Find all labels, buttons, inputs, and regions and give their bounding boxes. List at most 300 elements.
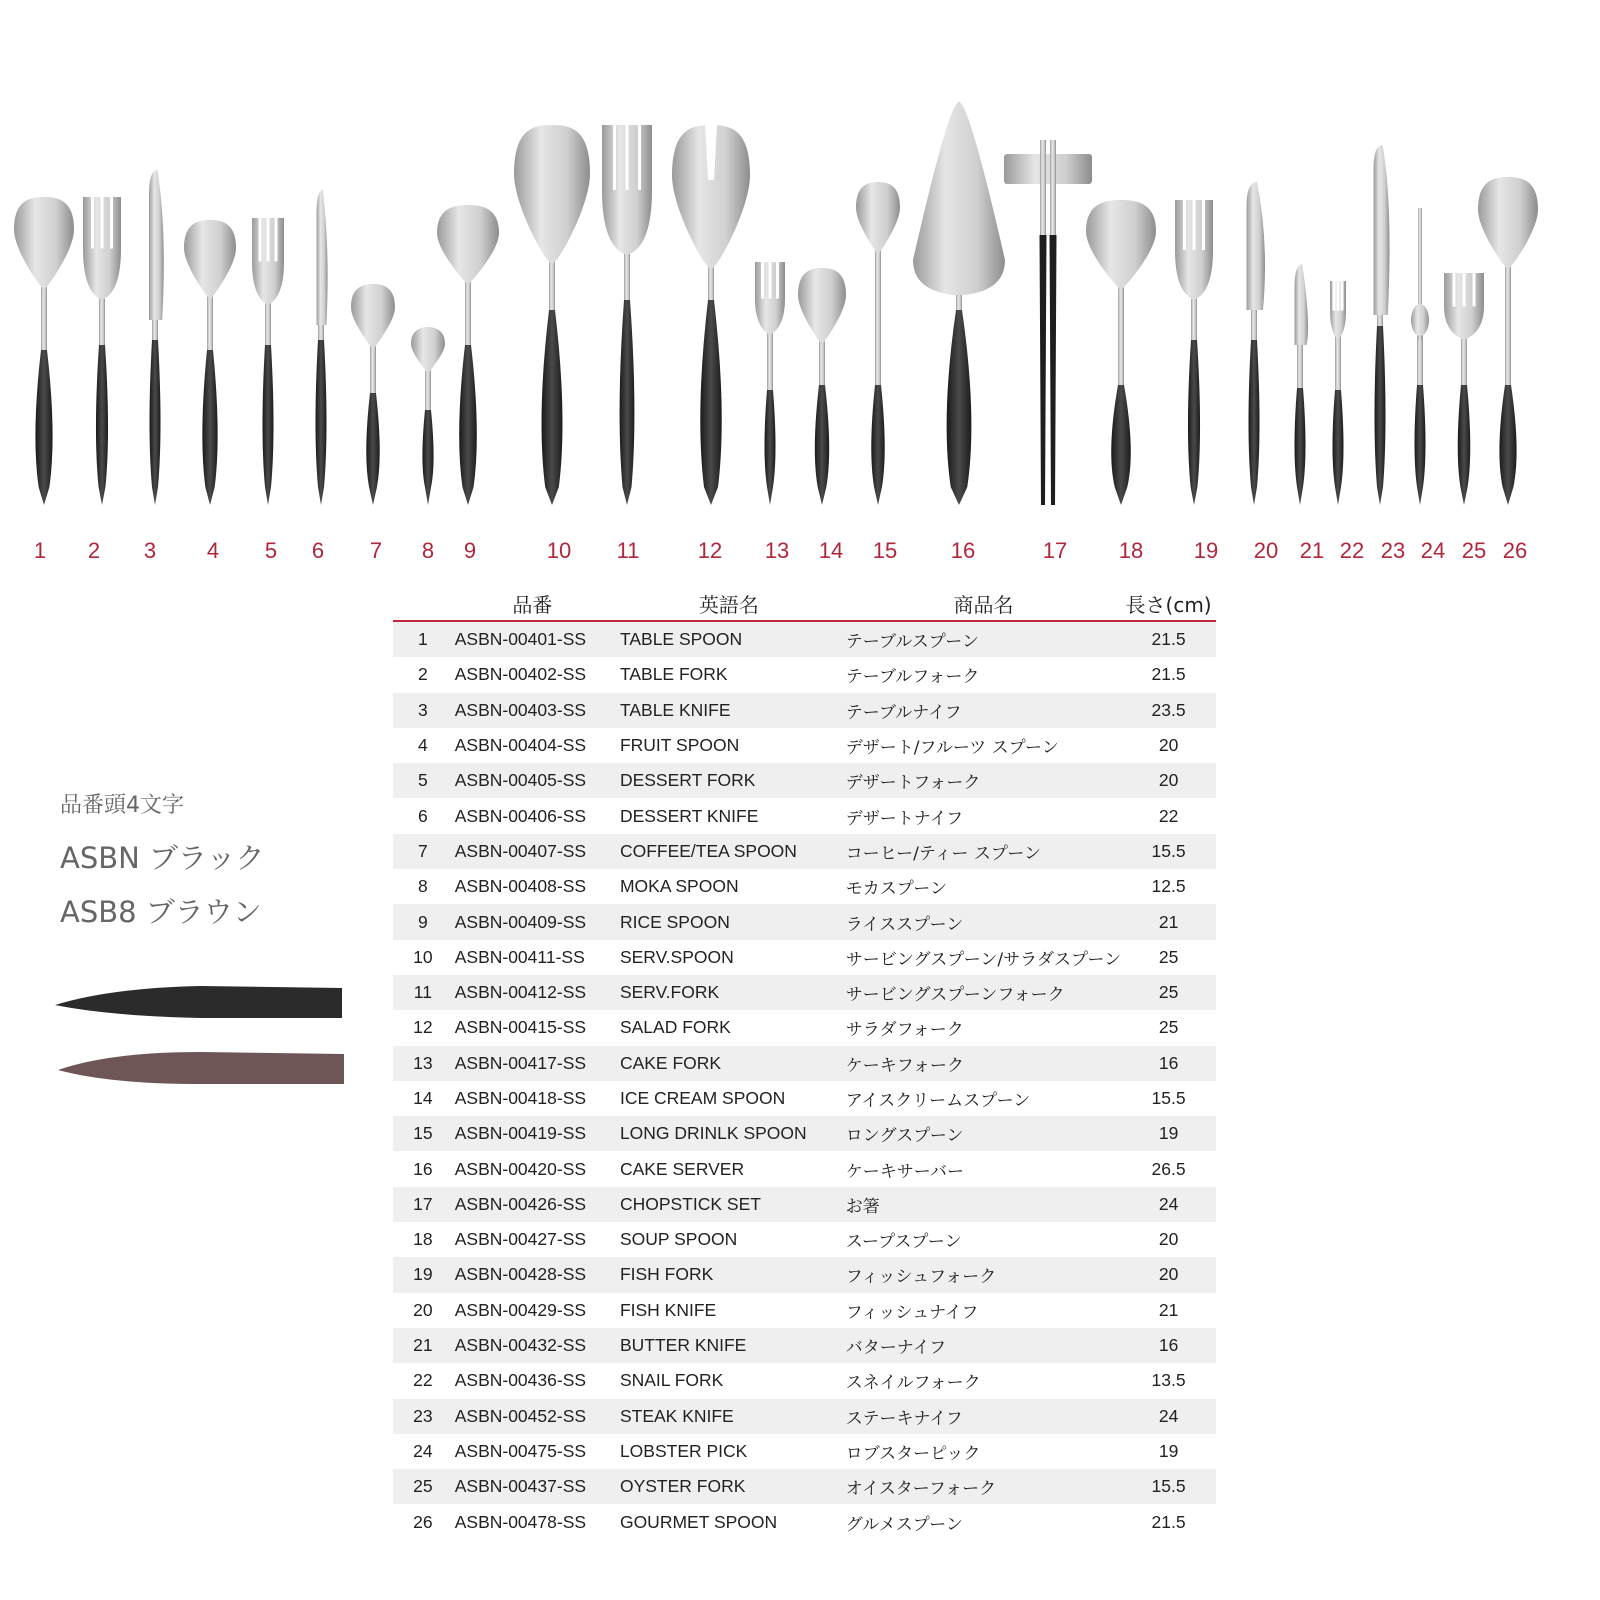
english-name: CAKE FORK [612, 1046, 846, 1081]
neck [207, 295, 213, 350]
handle [620, 300, 635, 505]
handle [947, 310, 972, 505]
product-name: ライススプーン [846, 904, 1121, 939]
product-code: ASBN-00420-SS [454, 1158, 587, 1179]
english-name: LONG DRINLK SPOON [612, 1116, 846, 1151]
handle [1458, 385, 1471, 505]
product-name: デザート/フルーツ スプーン [845, 738, 1059, 759]
english-name: TABLE KNIFE [612, 693, 846, 728]
product-code: ASBN-00406-SS [454, 805, 587, 826]
row-number: 7 [393, 834, 453, 869]
table-row [393, 1257, 1216, 1292]
product-code: ASBN-00417-SS [453, 1046, 612, 1081]
knife-blade [1247, 182, 1266, 310]
fork-tine-gap [267, 218, 270, 262]
item-number-row [0, 538, 1600, 578]
neck [1417, 335, 1423, 385]
english-name: FISH FORK [612, 1257, 846, 1292]
product-name: サラダフォーク [845, 1020, 964, 1041]
item-number-label: 15 [872, 538, 898, 563]
product-code: ASBN-00412-SS [453, 975, 612, 1010]
handle [202, 350, 217, 505]
neck [624, 250, 630, 300]
cutlery-item-21 [1295, 264, 1309, 505]
product-table [393, 586, 1216, 1540]
fork-tine-gap [626, 125, 629, 190]
neck [1335, 335, 1341, 390]
length-cm: 21.5 [1121, 621, 1216, 657]
product-name: アイスクリームスプーン [845, 1091, 1031, 1111]
cutlery-item-13 [755, 262, 785, 505]
table-row [393, 869, 1216, 904]
english-name: GOURMET SPOON [619, 1511, 778, 1532]
cutlery-item-20 [1247, 182, 1266, 505]
row-number: 19 [393, 1257, 453, 1292]
handle [316, 340, 327, 505]
item-number-label: 4 [206, 538, 220, 563]
row-number: 10 [413, 946, 433, 967]
product-name: ステーキナイフ [846, 1399, 1121, 1434]
product-name: テーブルスプーン [846, 621, 1121, 657]
neck [549, 260, 555, 310]
fork-tine-gap [259, 218, 262, 262]
cutlery-item-18 [1086, 200, 1156, 505]
product-code: ASBN-00475-SS [454, 1440, 587, 1461]
length-cm: 12.5 [1151, 876, 1186, 897]
product-name: コーヒー/ティー スプーン [846, 834, 1121, 869]
spoon-bowl [856, 182, 900, 255]
product-code: ASBN-00411-SS [454, 946, 585, 967]
item-number-label: 17 [1042, 538, 1068, 563]
product-code: ASBN-00427-SS [454, 1229, 587, 1250]
product-code: ASBN-00415-SS [454, 1017, 587, 1038]
neck [767, 330, 773, 390]
english-name: SOUP SPOON [619, 1229, 738, 1250]
fork-tine-gap [638, 125, 641, 190]
item-number-label: 13 [764, 538, 790, 563]
product-code: ASBN-00401-SS [453, 621, 612, 657]
item-number-label: 7 [369, 538, 383, 563]
handle [35, 350, 52, 505]
table-row [393, 657, 1216, 692]
fork-tine-gap [1453, 273, 1456, 307]
row-number: 24 [413, 1440, 433, 1461]
neck [1118, 285, 1124, 385]
fork-tine-gap [1473, 273, 1476, 307]
length-cm: 15.5 [1121, 1469, 1216, 1504]
item-number-label: 5 [264, 538, 278, 563]
item-number-label: 25 [1461, 538, 1487, 563]
english-name: DESSERT KNIFE [619, 805, 759, 826]
length-cm: 16 [1121, 1328, 1216, 1363]
product-code: ASBN-00404-SS [454, 735, 587, 756]
table-row [393, 1328, 1216, 1363]
header-code: 品番 [453, 586, 612, 621]
row-number: 22 [413, 1370, 433, 1391]
fork-tine-gap [91, 197, 94, 249]
handle [96, 345, 108, 505]
neck [875, 250, 881, 385]
length-cm: 20 [1121, 763, 1216, 798]
header-no [393, 586, 453, 621]
item-number-label: 10 [546, 538, 572, 563]
product-code: ASBN-00408-SS [454, 876, 587, 897]
knife-blade [317, 190, 328, 325]
handle [765, 390, 776, 505]
chopstick-tip [1040, 140, 1046, 235]
table-row [393, 904, 1216, 939]
english-name: CAKE SERVER [619, 1158, 745, 1179]
handle [542, 310, 563, 505]
cutlery-item-6 [316, 190, 328, 505]
item-number-label: 22 [1339, 538, 1365, 563]
cake-server-blade [913, 102, 1005, 295]
cutlery-item-23 [1374, 145, 1390, 505]
row-number: 5 [393, 763, 453, 798]
product-name: スネイルフォーク [845, 1373, 981, 1394]
length-cm: 21 [1158, 1299, 1179, 1320]
item-number-label: 21 [1299, 538, 1325, 563]
length-cm: 13.5 [1151, 1370, 1186, 1391]
knife-blade [1295, 264, 1309, 345]
fork-tine-gap [1193, 200, 1196, 250]
length-cm: 25 [1158, 946, 1179, 967]
length-cm: 24 [1121, 1399, 1216, 1434]
english-name: CHOPSTICK SET [612, 1187, 846, 1222]
handle-color-swatches [50, 980, 360, 1110]
variant-black-label: ASBN ブラック [60, 841, 265, 875]
product-code: ASBN-00407-SS [453, 834, 612, 869]
handle [366, 393, 379, 505]
fork-tine-gap [761, 262, 764, 299]
table-row [393, 621, 1216, 657]
length-cm: 25 [1121, 975, 1216, 1010]
handle [1249, 340, 1260, 505]
english-name: RICE SPOON [612, 904, 846, 939]
length-cm: 24 [1121, 1187, 1216, 1222]
product-code: ASBN-00405-SS [453, 763, 612, 798]
table-row [393, 975, 1216, 1010]
english-name: DESSERT FORK [612, 763, 846, 798]
table-row [393, 1469, 1216, 1504]
row-number: 9 [393, 904, 453, 939]
product-code: ASBN-00426-SS [453, 1187, 612, 1222]
product-code: ASBN-00419-SS [453, 1116, 612, 1151]
item-number-label: 16 [950, 538, 976, 563]
item-number-label: 20 [1253, 538, 1279, 563]
fork-tine-gap [1341, 281, 1344, 311]
handle [150, 340, 161, 505]
table-row [393, 1504, 1216, 1539]
table-row [393, 1010, 1216, 1045]
english-name: TABLE FORK [619, 664, 728, 685]
item-number-label: 12 [697, 538, 723, 563]
fork-tine-gap [110, 197, 113, 249]
product-name: テーブルフォーク [845, 667, 980, 688]
table-row [393, 1363, 1216, 1398]
cutlery-item-16 [913, 102, 1005, 505]
model-prefix-info [60, 788, 380, 929]
product-name: ケーキフォーク [846, 1046, 1121, 1081]
handle [700, 300, 721, 505]
product-name: デザートフォーク [846, 763, 1121, 798]
cutlery-item-17 [1004, 140, 1092, 505]
product-name: スープスプーン [845, 1232, 962, 1253]
cutlery-item-12 [672, 125, 750, 505]
product-name: ケーキサーバー [845, 1161, 964, 1182]
variant-brown-label: ASB8 ブラウン [60, 895, 262, 929]
english-name: OYSTER FORK [612, 1469, 846, 1504]
table-row [393, 1434, 1216, 1469]
neck [708, 265, 714, 300]
length-cm: 15.5 [1121, 834, 1216, 869]
product-name: ロングスプーン [846, 1116, 1121, 1151]
brown-handle-swatch [58, 1052, 344, 1084]
table-row [393, 1151, 1216, 1186]
knife-blade [1374, 145, 1390, 315]
handle [1415, 385, 1426, 505]
handle [815, 385, 829, 505]
table-row [393, 1187, 1216, 1222]
english-name: SNAIL FORK [619, 1370, 724, 1391]
cutlery-item-8 [411, 327, 445, 505]
neck [1191, 295, 1197, 340]
row-number: 26 [413, 1511, 433, 1532]
product-name: フィッシュフォーク [846, 1257, 1121, 1292]
product-code: ASBN-00403-SS [453, 693, 612, 728]
table-row [393, 763, 1216, 798]
length-cm: 21 [1121, 904, 1216, 939]
english-name: SALAD FORK [619, 1017, 731, 1038]
fork-tine-gap [1337, 281, 1340, 311]
product-code: ASBN-00402-SS [454, 664, 587, 685]
product-name: サービングスプーンフォーク [846, 975, 1121, 1010]
neck [1251, 305, 1257, 340]
product-name: テーブルナイフ [846, 693, 1121, 728]
table-row [393, 1116, 1216, 1151]
table-header-row [393, 586, 1216, 621]
cutlery-item-11 [602, 125, 652, 505]
product-name: ロブスターピック [845, 1443, 981, 1464]
cutlery-item-26 [1478, 177, 1538, 505]
chopstick-rest [1004, 154, 1092, 184]
english-name: FRUIT SPOON [619, 735, 740, 756]
english-name: FISH KNIFE [619, 1299, 717, 1320]
neck [265, 300, 271, 345]
chopstick-tip [1050, 140, 1056, 235]
product-code: ASBN-00428-SS [453, 1257, 612, 1292]
row-number: 21 [393, 1328, 453, 1363]
spoon-bowl [437, 205, 499, 285]
handle [871, 385, 884, 505]
english-name: SERV.SPOON [619, 946, 734, 967]
item-number-label: 26 [1502, 538, 1528, 563]
cutlery-item-25 [1444, 273, 1484, 505]
row-number: 16 [413, 1158, 433, 1179]
item-number-label: 3 [143, 538, 157, 563]
handle [422, 410, 433, 505]
cutlery-item-15 [856, 182, 900, 505]
product-name: フィッシュナイフ [845, 1302, 979, 1323]
product-name: オイスターフォーク [846, 1469, 1121, 1504]
english-name: TABLE SPOON [612, 621, 846, 657]
fork-tine-gap [769, 262, 772, 299]
fork-tine-gap [275, 218, 278, 262]
handle [1499, 385, 1516, 505]
item-number-label: 23 [1380, 538, 1406, 563]
product-code: ASBN-00418-SS [454, 1088, 587, 1108]
product-code: ASBN-00437-SS [453, 1469, 612, 1504]
handle [1375, 326, 1386, 505]
length-cm: 19 [1158, 1440, 1179, 1461]
spoon-bowl [14, 197, 74, 290]
fork-tine-gap [101, 197, 104, 249]
fork-tine-gap [1333, 281, 1336, 311]
row-number: 13 [393, 1046, 453, 1081]
header-product-name: 商品名 [846, 586, 1121, 621]
row-number: 3 [393, 693, 453, 728]
row-number: 2 [417, 664, 428, 685]
cutlery-item-24 [1411, 208, 1429, 505]
english-name: ICE CREAM SPOON [619, 1088, 786, 1108]
length-cm: 21.5 [1151, 1511, 1186, 1532]
english-name: COFFEE/TEA SPOON [612, 834, 846, 869]
english-name: SERV.FORK [612, 975, 846, 1010]
fork-tine-gap [776, 262, 779, 299]
length-cm: 26.5 [1151, 1158, 1186, 1179]
cutlery-item-14 [798, 268, 846, 505]
length-cm: 19 [1121, 1116, 1216, 1151]
item-number-label: 11 [616, 538, 640, 563]
chopstick-handle [1040, 235, 1047, 505]
fork-tine-gap [1463, 273, 1466, 307]
row-number: 15 [393, 1116, 453, 1151]
cutlery-item-2 [83, 197, 121, 505]
row-number: 25 [393, 1469, 453, 1504]
table-row [393, 834, 1216, 869]
item-number-label: 9 [463, 538, 477, 563]
cutlery-item-5 [252, 218, 284, 505]
english-name: STEAK KNIFE [612, 1399, 846, 1434]
row-number: 17 [393, 1187, 453, 1222]
neck [1461, 335, 1467, 385]
table-row [393, 693, 1216, 728]
length-cm: 22 [1158, 805, 1179, 826]
english-name: LOBSTER PICK [619, 1440, 748, 1461]
spoon-bowl [1086, 200, 1156, 290]
length-cm: 21.5 [1151, 664, 1186, 685]
item-number-label: 6 [311, 538, 325, 563]
spoon-bowl [798, 268, 846, 345]
length-cm: 23.5 [1121, 693, 1216, 728]
item-number-label: 24 [1420, 538, 1446, 563]
cutlery-item-7 [351, 284, 395, 505]
row-number: 14 [413, 1088, 433, 1108]
neck [41, 285, 47, 350]
table-row [393, 1046, 1216, 1081]
handle [459, 345, 477, 505]
row-number: 18 [413, 1229, 433, 1250]
item-number-label: 1 [33, 538, 47, 563]
row-number: 1 [393, 621, 453, 657]
product-name: サービングスプーン/サラダスプーン [845, 949, 1122, 970]
neck [99, 295, 105, 345]
product-code: ASBN-00429-SS [454, 1299, 587, 1320]
spoon-bowl [184, 220, 236, 300]
spoon-bowl [411, 327, 445, 375]
cutlery-lineup-illustration [0, 0, 1600, 580]
item-number-label: 8 [421, 538, 435, 563]
pick-scoop [1411, 304, 1429, 336]
item-number-label: 18 [1118, 538, 1144, 563]
cutlery-item-3 [149, 170, 164, 505]
handle [1111, 385, 1131, 505]
neck [425, 370, 431, 410]
neck [819, 340, 825, 385]
length-cm: 25 [1158, 1017, 1179, 1038]
chopstick-handle [1050, 235, 1057, 505]
length-cm: 20 [1158, 735, 1179, 756]
table-row [393, 1081, 1216, 1116]
length-cm: 16 [1121, 1046, 1216, 1081]
knife-blade [149, 170, 164, 320]
fork-tine-gap [613, 125, 616, 190]
product-code: ASBN-00478-SS [454, 1511, 587, 1532]
item-number-label: 19 [1193, 538, 1219, 563]
row-number: 12 [413, 1017, 433, 1038]
cutlery-item-9 [437, 205, 499, 505]
item-number-label: 14 [818, 538, 844, 563]
handle [1188, 340, 1200, 505]
prefix-label: 品番頭4文字 [60, 793, 184, 818]
fork-tine-gap [1202, 200, 1205, 250]
table-row [393, 798, 1216, 833]
row-number: 8 [417, 876, 428, 897]
spoon-bowl [351, 284, 395, 350]
table-row [393, 940, 1216, 975]
english-name: MOKA SPOON [619, 876, 739, 897]
length-cm: 15.5 [1151, 1088, 1186, 1108]
table-row [393, 728, 1216, 763]
cutlery-item-19 [1175, 200, 1213, 505]
product-code: ASBN-00452-SS [453, 1399, 612, 1434]
row-number: 11 [393, 975, 453, 1010]
product-name: モカスプーン [845, 879, 947, 900]
header-english-name: 英語名 [612, 586, 846, 621]
neck [465, 280, 471, 345]
black-handle-swatch [55, 986, 342, 1018]
handle [263, 345, 274, 505]
handle [1295, 388, 1306, 505]
item-number-label: 2 [87, 538, 101, 563]
english-name: BUTTER KNIFE [612, 1328, 846, 1363]
cutlery-item-10 [514, 125, 590, 505]
neck [1297, 340, 1303, 388]
table-row [393, 1293, 1216, 1328]
fork-tine-gap [1183, 200, 1186, 250]
row-number: 23 [393, 1399, 453, 1434]
cutlery-item-22 [1330, 281, 1346, 505]
header-length: 長さ(cm) [1121, 586, 1216, 621]
product-code: ASBN-00432-SS [453, 1328, 612, 1363]
length-cm: 20 [1158, 1229, 1179, 1250]
product-name: デザートナイフ [845, 808, 964, 829]
product-name: グルメスプーン [845, 1514, 963, 1535]
row-number: 6 [417, 805, 428, 826]
table-row [393, 1399, 1216, 1434]
length-cm: 20 [1121, 1257, 1216, 1292]
row-number: 20 [413, 1299, 433, 1320]
